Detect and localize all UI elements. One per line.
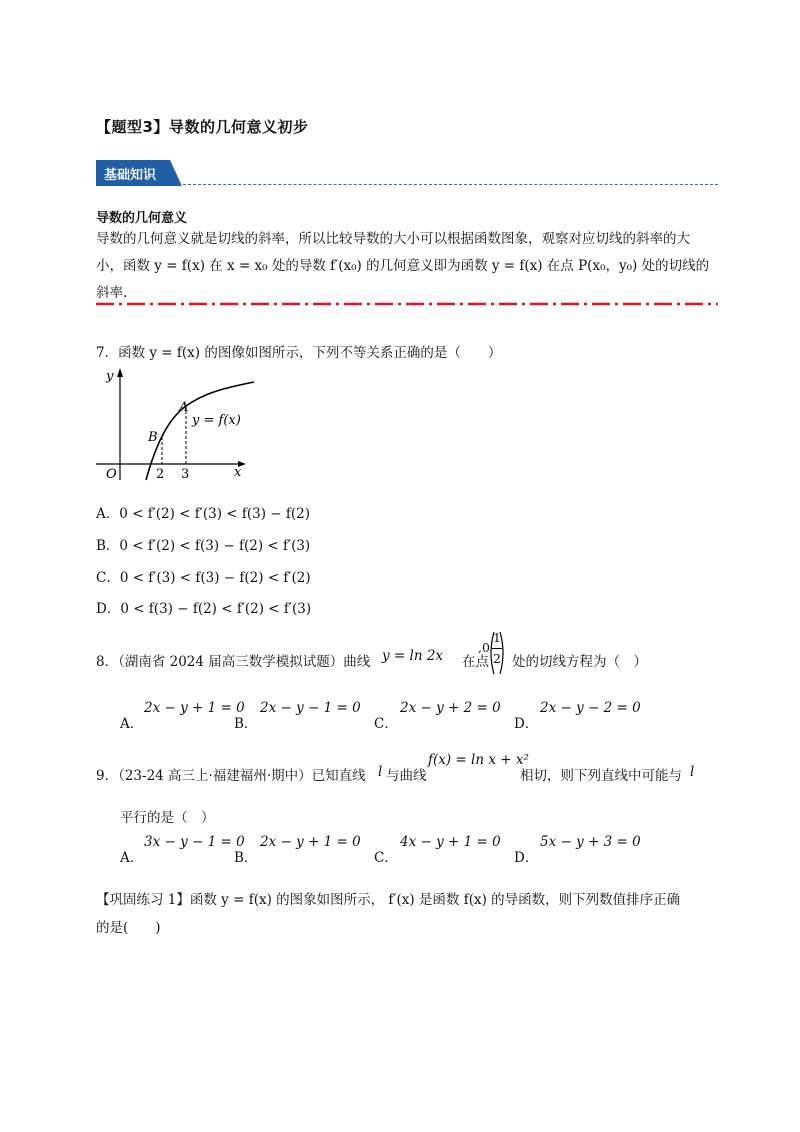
practice-text-b: 的是( ): [96, 920, 161, 936]
q9-option-c-letter[interactable]: C．: [374, 850, 398, 866]
point-b-label: B: [148, 430, 158, 445]
knowledge-text: 导数的几何意义就是切线的斜率，所以比较导数的大小可以根据函数图象，观察对应切线的斜率的大小，函数 y = f(x) 在 x = x₀ 处的导数 f′(x₀) 的几何意义即为函数 y = f(x) 在点 P(x₀，y₀) 处的切线的斜率.: [96, 231, 710, 301]
q9-option-d-text[interactable]: 5x − y + 3 = 0: [540, 834, 641, 850]
q8-option-a-letter[interactable]: A．: [120, 716, 144, 732]
knowledge-title: 导数的几何意义: [96, 211, 188, 226]
badge-label: 基础知识: [104, 168, 157, 183]
point-a-label: A: [179, 400, 189, 415]
q8-stem-c: 处的切线方程为（ ）: [512, 654, 647, 670]
q8-point-num: 1: [493, 630, 501, 645]
q9-option-d-letter[interactable]: D．: [514, 850, 539, 866]
q9-stem-l: l: [378, 764, 383, 780]
practice-text-a: 【巩固练习 1】函数 y = f(x) 的图象如图所示， f′(x) 是函数 f(x) 的导函数，则下列数值排序正确: [96, 892, 681, 908]
q9-option-b-letter[interactable]: B．: [234, 850, 258, 866]
tick-3-label: 3: [181, 467, 190, 482]
q8-option-a-text[interactable]: 2x − y + 1 = 0: [144, 700, 245, 716]
q8-stem-b: 在点: [462, 654, 489, 670]
x-label: x: [234, 465, 242, 480]
q7-option-a[interactable]: A．0 < f′(2) < f′(3) < f(3) − f(2): [96, 506, 311, 522]
q7-graph: [94, 364, 264, 482]
q8-fraction-bar: [492, 648, 502, 649]
q9-option-a-letter[interactable]: A．: [120, 850, 144, 866]
q9-option-c-text[interactable]: 4x − y + 1 = 0: [400, 834, 501, 850]
origin-label: O: [106, 467, 117, 482]
q8-option-b-letter[interactable]: B．: [234, 716, 258, 732]
q8-point-y: ,0: [478, 640, 490, 655]
q8-option-b-text[interactable]: 2x − y − 1 = 0: [260, 700, 361, 716]
q9-stem-math: f(x) = ln x + x²: [428, 752, 529, 768]
q7-option-b[interactable]: B．0 < f′(2) < f(3) − f(2) < f′(3): [96, 538, 311, 554]
red-dash-dot-divider: [96, 300, 718, 308]
q7-stem: 7．函数 y = f(x) 的图像如图所示，下列不等关系正确的是（ ）: [96, 345, 502, 361]
q9-option-b-text[interactable]: 2x − y + 1 = 0: [260, 834, 361, 850]
q8-option-d-letter[interactable]: D．: [514, 716, 539, 732]
section-title: 【题型3】导数的几何意义初步: [96, 118, 309, 136]
q8-option-c-letter[interactable]: C．: [374, 716, 398, 732]
q8-option-d-text[interactable]: 2x − y − 2 = 0: [540, 700, 641, 716]
q9-stem-a: 9．（23-24 高三上·福建福州·期中）已知直线: [96, 768, 366, 784]
q9-option-a-text[interactable]: 3x − y − 1 = 0: [144, 834, 245, 850]
q7-option-c[interactable]: C．0 < f′(3) < f(3) − f(2) < f′(2): [96, 570, 311, 586]
q9-stem-d: 平行的是（ ）: [120, 810, 215, 826]
y-axis-arrow: [117, 368, 123, 377]
q8-stem-math: y = ln 2x: [382, 648, 444, 664]
tick-2-label: 2: [156, 467, 165, 482]
q9-stem-c: 相切，则下列直线中可能与: [520, 768, 682, 784]
q8-option-c-text[interactable]: 2x − y + 2 = 0: [400, 700, 501, 716]
q8-point-den: 2: [493, 651, 501, 666]
y-label: y: [106, 369, 114, 384]
q7-option-d[interactable]: D．0 < f(3) − f(2) < f′(2) < f′(3): [96, 601, 312, 617]
blue-dashed-divider: [178, 184, 718, 185]
q9-stem-b: 与曲线: [386, 768, 427, 784]
q8-stem-a: 8．（湖南省 2024 届高三数学模拟试题）曲线: [96, 654, 371, 670]
curve-label: y = f(x): [192, 413, 241, 428]
q9-stem-l2: l: [690, 764, 695, 780]
